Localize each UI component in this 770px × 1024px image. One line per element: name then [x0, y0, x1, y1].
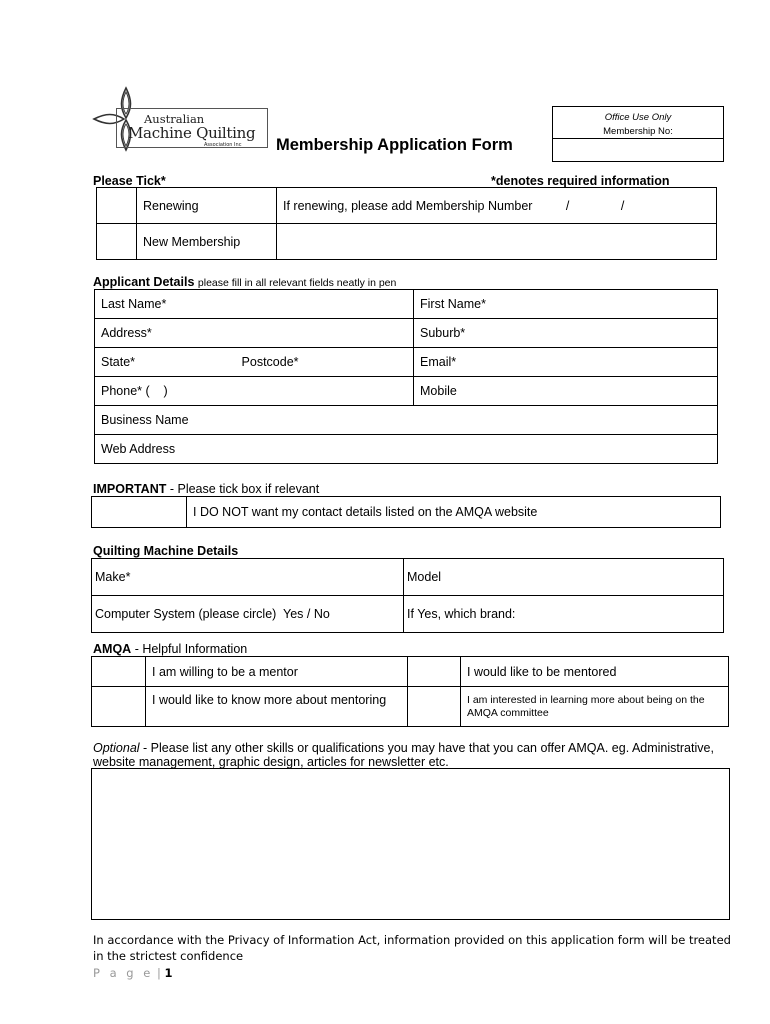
table-row	[92, 687, 729, 727]
renewing-checkbox[interactable]	[97, 188, 137, 224]
make-field[interactable]: Make*	[92, 559, 404, 596]
privacy-statement: In accordance with the Privacy of Information Act, information provided on this application form will be treated in the strictest confidence	[93, 933, 731, 963]
phone-field[interactable]	[95, 377, 414, 406]
table-row	[92, 497, 721, 528]
office-use-box	[552, 106, 724, 162]
computer-system-field[interactable]: Computer System (please circle) Yes / No	[92, 596, 404, 633]
applicant-details-heading	[93, 275, 396, 289]
table-row	[97, 188, 717, 224]
important-note: - Please tick box if relevant	[169, 482, 320, 496]
membership-type-table	[96, 187, 717, 260]
applicant-details-table	[94, 289, 718, 464]
phone-area-code: ( )	[145, 384, 168, 398]
last-name-field[interactable]: Last Name*	[95, 290, 414, 319]
logo-line-australian: Australian	[144, 112, 205, 126]
applicant-heading-note: please fill in all relevant fields neatly in pen	[197, 277, 397, 289]
mentor-checkbox[interactable]	[92, 657, 146, 687]
optional-text: - Please list any other skills or qualifications you may have that you can offer AMQA. eg. Administrative, website management, graphic design, articles for newsletter etc.	[93, 741, 714, 769]
know-more-checkbox[interactable]	[92, 687, 146, 727]
amqa-logo	[92, 86, 274, 154]
address-field[interactable]: Address*	[95, 319, 414, 348]
table-row	[95, 348, 718, 377]
table-row	[95, 319, 718, 348]
mentor-label: I am willing to be a mentor	[146, 657, 408, 687]
brand-field[interactable]: If Yes, which brand:	[404, 596, 724, 633]
renewing-note: If renewing, please add Membership Number	[283, 198, 533, 213]
table-row	[95, 406, 718, 435]
new-membership-field[interactable]	[277, 224, 717, 260]
mentored-checkbox[interactable]	[408, 657, 461, 687]
new-membership-checkbox[interactable]	[97, 224, 137, 260]
office-use-label: Office Use Only	[604, 112, 672, 123]
machine-details-table	[91, 558, 724, 633]
please-tick-heading: Please Tick*	[93, 174, 166, 188]
page-title: Membership Application Form	[276, 136, 513, 154]
phone-label: Phone*	[101, 384, 143, 398]
amqa-note: - Helpful Information	[134, 642, 248, 656]
renewing-number-field[interactable]	[277, 188, 717, 224]
amqa-label: AMQA	[93, 642, 132, 656]
first-name-field[interactable]: First Name*	[414, 290, 718, 319]
page-label: P a g e	[93, 966, 154, 980]
date-slash: /	[620, 198, 625, 213]
machine-details-heading: Quilting Machine Details	[93, 544, 239, 558]
web-address-field[interactable]: Web Address	[95, 435, 718, 464]
helpful-information-table	[91, 656, 729, 727]
optional-instructions	[93, 741, 733, 769]
membership-no-label: Membership No:	[603, 126, 673, 137]
table-row	[92, 657, 729, 687]
important-heading	[93, 482, 319, 496]
table-row	[95, 290, 718, 319]
state-postcode-field[interactable]	[95, 348, 414, 377]
mentored-label: I would like to be mentored	[461, 657, 729, 687]
renewing-label: Renewing	[137, 188, 277, 224]
table-row	[97, 224, 717, 260]
required-note: *denotes required information	[491, 174, 670, 188]
new-membership-label: New Membership	[137, 224, 277, 260]
amqa-heading	[93, 642, 247, 656]
optional-skills-textarea[interactable]	[91, 768, 730, 920]
postcode-label: Postcode*	[241, 355, 299, 369]
opt-out-label: I DO NOT want my contact details listed on the AMQA website	[187, 497, 721, 528]
logo-line-association: Association Inc	[204, 142, 242, 148]
applicant-heading-label: Applicant Details	[93, 275, 195, 289]
state-label: State*	[101, 355, 136, 369]
model-field[interactable]: Model	[404, 559, 724, 596]
table-row	[95, 377, 718, 406]
mobile-field[interactable]: Mobile	[414, 377, 718, 406]
page-number: 1	[164, 966, 173, 980]
logo-line-machine-quilting: Machine Quilting	[128, 124, 256, 142]
office-divider	[553, 138, 723, 139]
opt-out-checkbox[interactable]	[92, 497, 187, 528]
committee-checkbox[interactable]	[408, 687, 461, 727]
table-row	[92, 596, 724, 633]
page-separator: |	[156, 966, 161, 980]
suburb-field[interactable]: Suburb*	[414, 319, 718, 348]
committee-label: I am interested in learning more about being on the AMQA committee	[461, 687, 729, 727]
important-label: IMPORTANT	[93, 482, 167, 496]
privacy-opt-out-table	[91, 496, 721, 528]
table-row	[95, 435, 718, 464]
date-slash: /	[565, 198, 570, 213]
page-footer	[93, 966, 173, 980]
know-more-label: I would like to know more about mentoring	[146, 687, 408, 727]
table-row	[92, 559, 724, 596]
business-name-field[interactable]: Business Name	[95, 406, 718, 435]
optional-label: Optional	[93, 741, 140, 755]
email-field[interactable]: Email*	[414, 348, 718, 377]
